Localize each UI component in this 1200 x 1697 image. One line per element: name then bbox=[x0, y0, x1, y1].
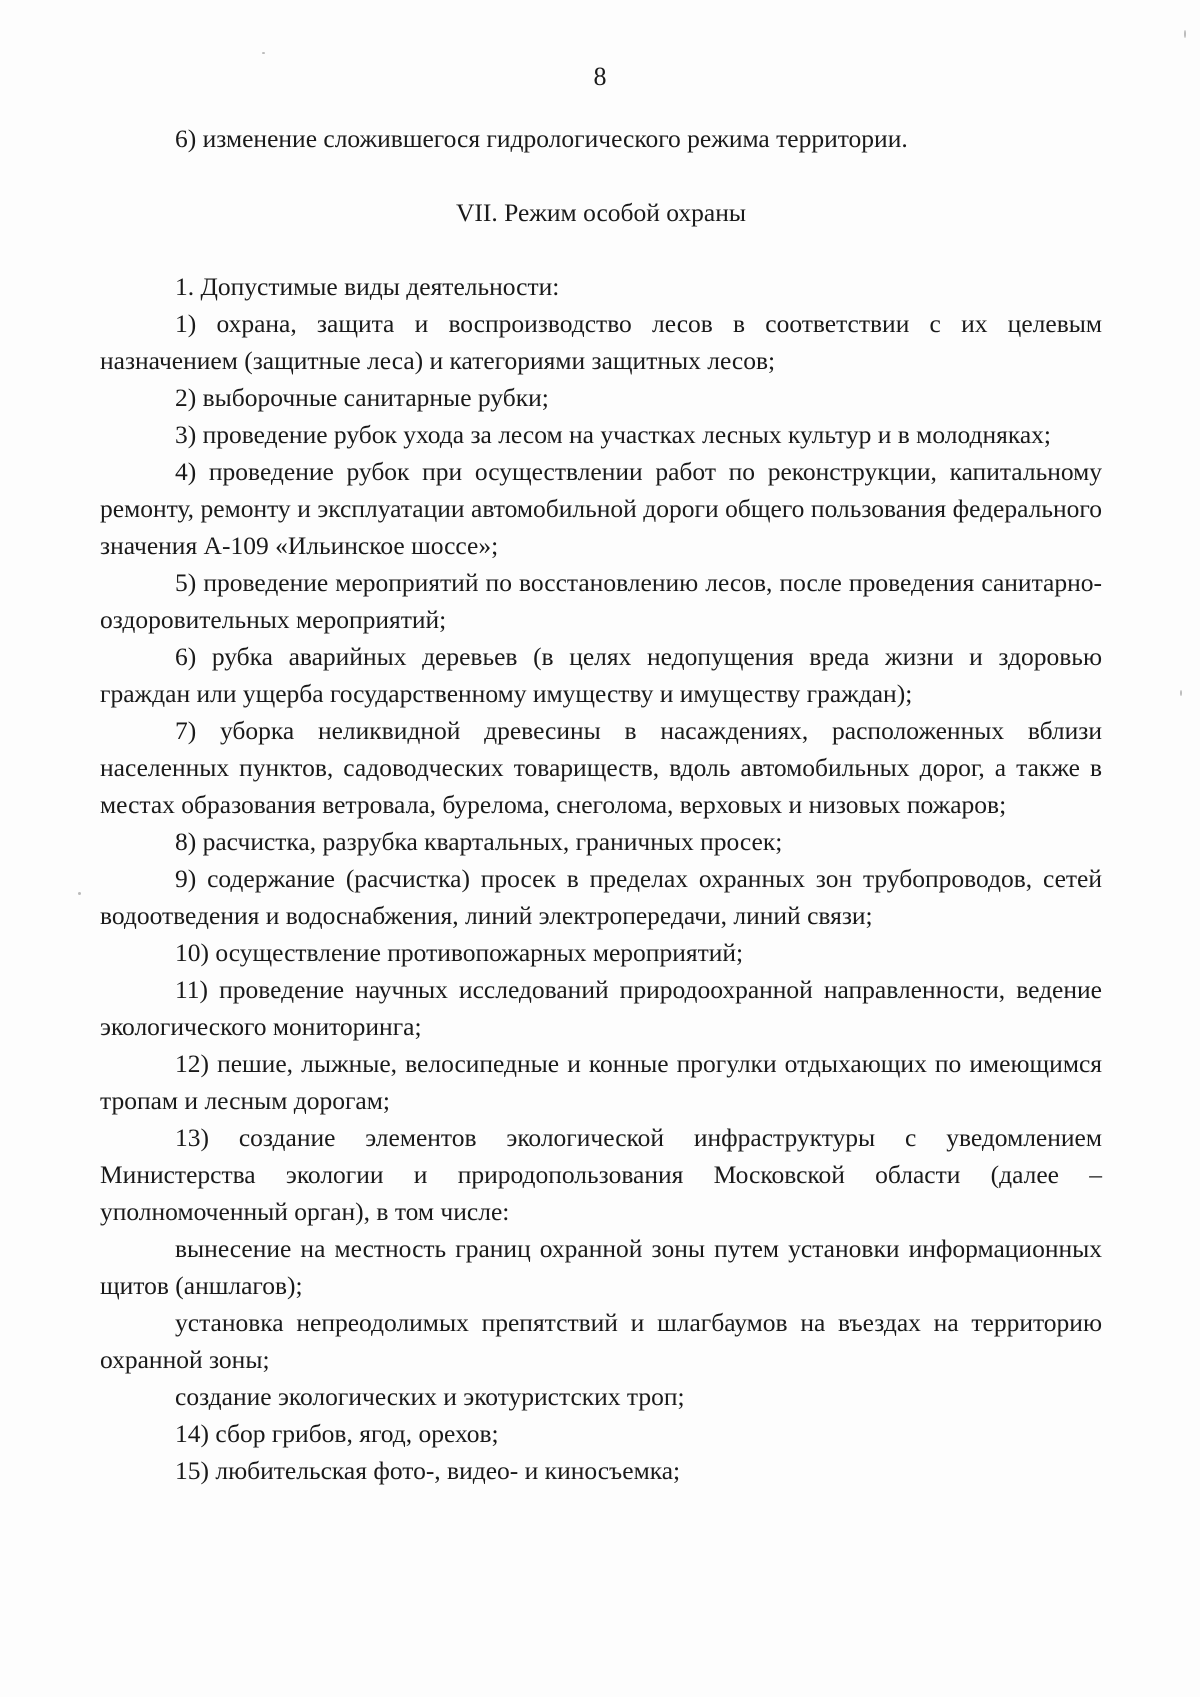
paragraph: 13) создание элементов экологической инфраструктуры с уведомлением Министерства экологии и природопользования Московской области (далее – уполномоченный орган), в том числе: bbox=[100, 1123, 1102, 1226]
paragraph: 1. Допустимые виды деятельности: bbox=[175, 272, 560, 301]
paragraph: 1) охрана, защита и воспроизводство лесов в соответствии с их целевым назначением (защитные леса) и категориями защитных лесов; bbox=[100, 309, 1102, 375]
paragraph: создание экологических и экотуристских троп; bbox=[175, 1382, 685, 1411]
paragraph: установка непреодолимых препятствий и шлагбаумов на въездах на территорию охранной зоны; bbox=[100, 1308, 1102, 1374]
paragraph: вынесение на местность границ охранной зоны путем установки информационных щитов (аншлагов); bbox=[100, 1234, 1102, 1300]
scan-speck bbox=[1180, 690, 1182, 696]
page-number: 8 bbox=[593, 62, 607, 91]
scan-speck bbox=[262, 52, 265, 54]
document-body bbox=[100, 120, 1102, 1489]
paragraph: 2) выборочные санитарные рубки; bbox=[175, 383, 549, 412]
paragraph: 3) проведение рубок ухода за лесом на участках лесных культур и в молодняках; bbox=[175, 420, 1051, 449]
paragraph: 11) проведение научных исследований природоохранной направленности, ведение экологического мониторинга; bbox=[100, 975, 1102, 1041]
paragraph: 4) проведение рубок при осуществлении работ по реконструкции, капитальному ремонту, ремонту и эксплуатации автомобильной дороги общего пользования федерального значения А-109 «Ильинское шоссе»; bbox=[100, 457, 1102, 560]
paragraph: 15) любительская фото-, видео- и киносъемка; bbox=[175, 1456, 681, 1485]
paragraph: 5) проведение мероприятий по восстановлению лесов, после проведения санитарно-оздоровительных мероприятий; bbox=[100, 568, 1102, 634]
paragraph: 10) осуществление противопожарных мероприятий; bbox=[175, 938, 744, 967]
paragraph: 14) сбор грибов, ягод, орехов; bbox=[175, 1419, 499, 1448]
paragraph: 6) рубка аварийных деревьев (в целях недопущения вреда жизни и здоровью граждан или ущерба государственному имуществу и имуществу граждан); bbox=[100, 642, 1102, 708]
scan-speck bbox=[78, 892, 81, 895]
paragraph: 6) изменение сложившегося гидрологического режима территории. bbox=[175, 124, 908, 153]
paragraph: 9) содержание (расчистка) просек в пределах охранных зон трубопроводов, сетей водоотведения и водоснабжения, линий электропередачи, линий связи; bbox=[100, 864, 1102, 930]
paragraph: 8) расчистка, разрубка квартальных, граничных просек; bbox=[175, 827, 783, 856]
paragraph: 12) пешие, лыжные, велосипедные и конные прогулки отдыхающих по имеющимся тропам и лесным дорогам; bbox=[100, 1049, 1102, 1115]
scan-speck bbox=[1184, 30, 1186, 38]
paragraph: 7) уборка неликвидной древесины в насаждениях, расположенных вблизи населенных пунктов, садоводческих товариществ, вдоль автомобильных дорог, а также в местах образования ветровала, бурелома, снеголома, верховых и низовых пожаров; bbox=[100, 716, 1102, 819]
section-heading: VII. Режим особой охраны bbox=[455, 198, 746, 227]
